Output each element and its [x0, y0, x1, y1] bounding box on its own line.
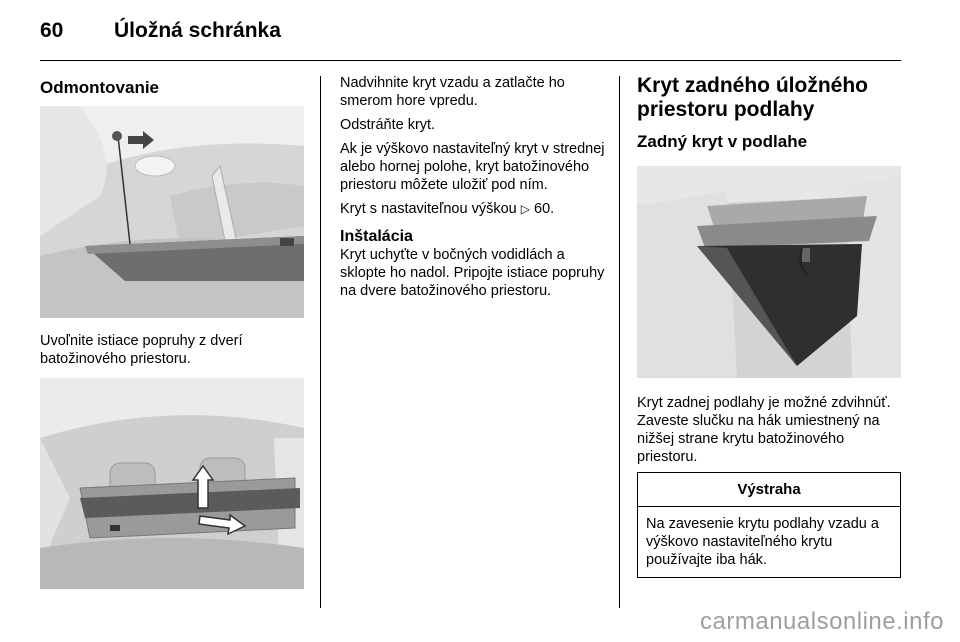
photo-tailgate-strap	[40, 106, 304, 318]
column-3	[637, 74, 901, 578]
paragraph-installation: Kryt uchyťte v bočných vodidlách a sklopte ho nadol. Pripojte istiace popruhy na dvere batožinového priestoru.	[340, 247, 605, 299]
column-divider-2	[619, 76, 620, 608]
column-2	[340, 74, 606, 306]
triangle-reference-icon[interactable]: ▷	[520, 202, 530, 216]
column-1	[40, 74, 304, 589]
paragraph-lift-cover: Nadvihnite kryt vzadu a zatlačte ho smerom hore vpredu.	[340, 75, 565, 109]
warning-box	[637, 472, 901, 578]
paragraph-remove-cover: Odstráňte kryt.	[340, 117, 436, 133]
section-heading-removal: Odmontovanie	[40, 78, 160, 97]
page-number: 60	[40, 19, 64, 42]
section-heading-installation: Inštalácia	[340, 228, 413, 245]
header-divider	[40, 60, 901, 61]
warning-title: Výstraha	[638, 473, 900, 507]
section-heading-floor-cover: Kryt zadného úložného priestoru podlahy	[637, 74, 868, 121]
caption-release-straps: Uvoľnite istiace popruhy z dverí batožinového priestoru.	[40, 333, 243, 367]
subheading-rear-floor-cover: Zadný kryt v podlahe	[637, 132, 808, 151]
photo-cover-removal	[40, 378, 304, 589]
reference-text: Kryt s nastaviteľnou výškou	[340, 201, 521, 217]
photo-floor-cover-hook	[637, 166, 901, 378]
paragraph-floor-cover: Kryt zadnej podlahy je možné zdvihnúť. Zaveste slučku na hák umiestnený na nižšej strane krytu batožinového priestoru.	[637, 395, 891, 465]
paragraph-cover-reference	[340, 200, 606, 218]
reference-page-link[interactable]: 60.	[534, 201, 555, 217]
page-title: Úložná schránka	[114, 19, 281, 42]
watermark: carmanualsonline.info	[700, 608, 944, 635]
warning-text: Na zavesenie krytu podlahy vzadu a výškovo nastaviteľného krytu používajte iba hák.	[646, 516, 879, 568]
column-divider-1	[320, 76, 321, 608]
paragraph-adjustable-cover: Ak je výškovo nastaviteľný kryt v strednej alebo hornej polohe, kryt batožinového priestoru môžete uložiť pod ním.	[340, 141, 605, 193]
